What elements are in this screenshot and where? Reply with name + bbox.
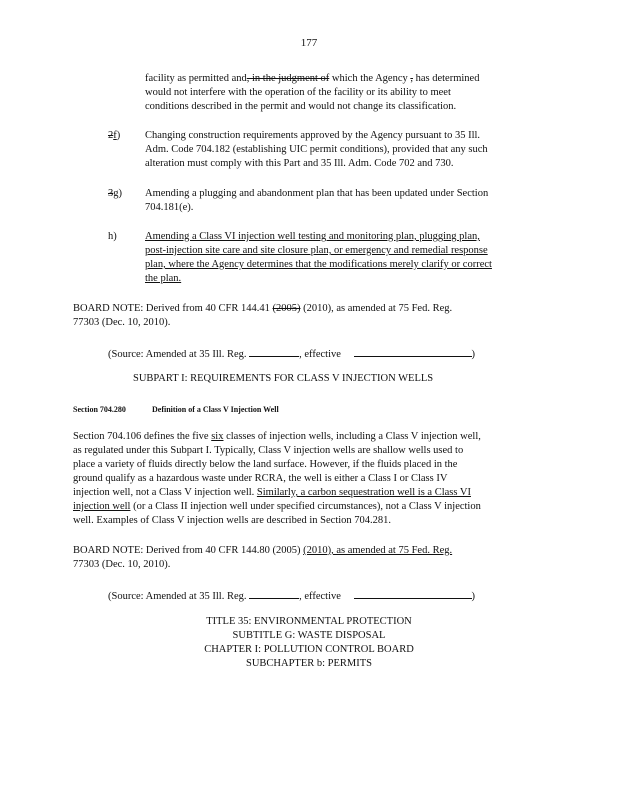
facility-paragraph: facility as permitted and, in the judgment of which the Agency , has determined would not interfere with the operation of the facility or its ability to meet conditions described in the permit and would not change its classification.	[145, 73, 480, 112]
body-paragraph: Section 704.106 defines the five six classes of injection wells, including a Class V injection well, as regulated under this Subpart I. Typically, Class V injection wells are shallow wells used to place a variety of fluids directly below the land surface. However, if the fluids placed in the ground qualify as a hazardous waste under RCRA, the well is either a Class I or Class IV injection well, not a Class V injection well. Similarly, a carbon sequestration well is a Class VI injection well (or a Class II injection well under specified circumstances), not a Class V injection well. Examples of Class V injection wells are described in Section 704.281.	[73, 431, 481, 526]
effective-blank	[354, 587, 472, 599]
subpart-heading: SUBPART I: REQUIREMENTS FOR CLASS V INJECTION WELLS	[133, 373, 434, 384]
source-line-1: (Source: Amended at 35 Ill. Reg. , effective )	[108, 345, 475, 362]
item-g-label: 3g)	[108, 188, 122, 199]
reg-blank	[249, 345, 299, 357]
subchapter-line: SUBCHAPTER b: PERMITS	[245, 658, 373, 669]
item-f-label: 2f)	[108, 130, 121, 141]
board-note-2: BOARD NOTE: Derived from 40 CFR 144.80 (2005) (2010), as amended at 75 Fed. Reg. 77303 (Dec. 10, 2010).	[73, 545, 453, 570]
item-g-text: Amending a plugging and abandonment plan that has been updated under Section 704.181(e).	[145, 188, 489, 213]
reg-blank	[249, 587, 299, 599]
item-f-text: Changing construction requirements approved by the Agency pursuant to 35 Ill. Adm. Code 704.182 (establishing UIC permit conditions), provided that any such alteration must comply with this Part and 35 Ill. Adm. Code 702 and 730.	[145, 130, 488, 169]
board-note-1: BOARD NOTE: Derived from 40 CFR 144.41 (2005) (2010), as amended at 75 Fed. Reg. 77303 (Dec. 10, 2010).	[73, 303, 453, 328]
source-line-2: (Source: Amended at 35 Ill. Reg. , effective )	[108, 587, 475, 604]
section-number: Section 704.280	[73, 405, 126, 414]
item-h-label: h)	[108, 231, 117, 242]
page-number: 177	[300, 37, 318, 49]
chapter-line: CHAPTER I: POLLUTION CONTROL BOARD	[204, 644, 414, 655]
subtitle-line: SUBTITLE G: WASTE DISPOSAL	[232, 630, 386, 641]
title-line: TITLE 35: ENVIRONMENTAL PROTECTION	[206, 616, 412, 627]
section-title: Definition of a Class V Injection Well	[152, 405, 279, 414]
effective-blank	[354, 345, 472, 357]
item-h-text: Amending a Class VI injection well testing and monitoring plan, plugging plan, post-injection site care and site closure plan, or emergency and remedial response plan, where the Agency determines that the modifications merely clarify or correct the plan.	[145, 231, 492, 284]
